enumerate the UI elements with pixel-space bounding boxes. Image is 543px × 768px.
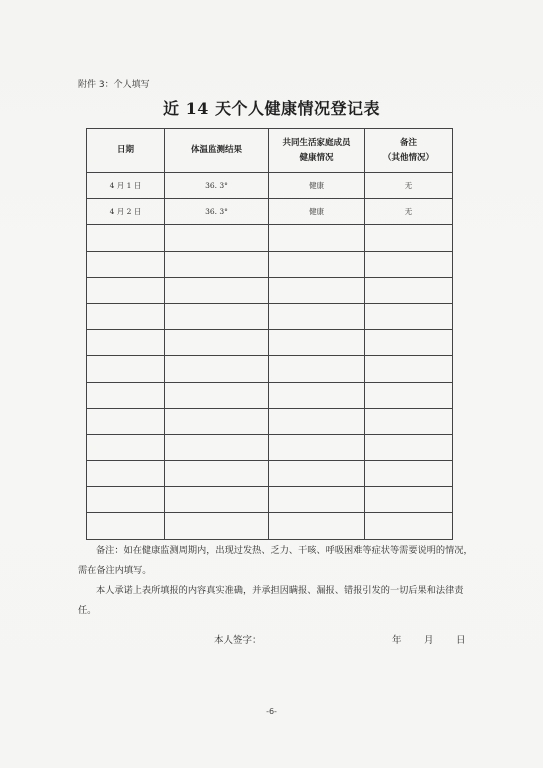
cell-remarks: 无	[365, 199, 453, 225]
page-number: -6-	[266, 707, 277, 716]
cell-remarks	[365, 434, 453, 460]
page-title: 近 14 天个人健康情况登记表	[163, 99, 380, 118]
cell-household	[269, 408, 365, 434]
cell-remarks	[365, 513, 453, 539]
cell-household	[269, 487, 365, 513]
header-household-line1: 共同生活家庭成员	[282, 137, 351, 148]
signature-month: 月	[424, 635, 434, 646]
cell-date	[87, 382, 165, 408]
cell-date	[87, 487, 165, 513]
cell-household	[269, 382, 365, 408]
table-row-empty	[87, 277, 453, 303]
cell-date	[87, 408, 165, 434]
header-remarks-line2: （其他情况）	[382, 152, 434, 163]
table-row-empty	[87, 513, 453, 539]
cell-household	[269, 356, 365, 382]
cell-date	[87, 277, 165, 303]
table-row-empty	[87, 303, 453, 329]
cell-remarks	[365, 461, 453, 487]
cell-date	[87, 434, 165, 460]
cell-remarks	[365, 487, 453, 513]
table-row-empty	[87, 225, 453, 251]
cell-remarks	[365, 356, 453, 382]
cell-household	[269, 251, 365, 277]
cell-temperature	[165, 382, 269, 408]
attachment-label: 附件 3：个人填写	[78, 80, 150, 90]
note-commitment: 本人承诺上表所填报的内容真实准确，并承担因瞒报、漏报、错报引发的一切后果和法律责任。	[78, 585, 464, 616]
notes-section	[78, 541, 478, 621]
cell-temperature	[165, 225, 269, 251]
note-symptoms: 备注：如在健康监测周期内，出现过发热、乏力、干咳、呼吸困难等症状等需要说明的情况，需在备注内填写。	[78, 545, 473, 576]
cell-date: 4 月 2 日	[87, 199, 165, 225]
cell-remarks	[365, 251, 453, 277]
table-row-empty	[87, 330, 453, 356]
table-row-empty	[87, 434, 453, 460]
cell-temperature	[165, 461, 269, 487]
cell-household	[269, 461, 365, 487]
cell-remarks	[365, 277, 453, 303]
header-date: 日期	[87, 129, 165, 173]
cell-remarks	[365, 225, 453, 251]
table-row	[87, 199, 453, 225]
cell-temperature	[165, 487, 269, 513]
header-temperature: 体温监测结果	[165, 129, 269, 173]
cell-temperature: 36. 3°	[165, 173, 269, 199]
cell-temperature	[165, 303, 269, 329]
cell-remarks: 无	[365, 173, 453, 199]
cell-date	[87, 251, 165, 277]
table-row-empty	[87, 487, 453, 513]
cell-temperature	[165, 277, 269, 303]
cell-temperature: 36. 3°	[165, 199, 269, 225]
cell-date	[87, 356, 165, 382]
cell-temperature	[165, 434, 269, 460]
cell-household	[269, 434, 365, 460]
header-household-health	[269, 129, 365, 173]
cell-household: 健康	[269, 173, 365, 199]
cell-date	[87, 225, 165, 251]
cell-remarks	[365, 303, 453, 329]
table-header-row	[87, 129, 453, 173]
signature-year: 年	[392, 635, 402, 646]
cell-household	[269, 225, 365, 251]
cell-temperature	[165, 251, 269, 277]
cell-date	[87, 303, 165, 329]
cell-remarks	[365, 330, 453, 356]
header-household-line2: 健康情况	[299, 152, 334, 163]
cell-household	[269, 277, 365, 303]
header-remarks	[365, 129, 453, 173]
cell-date	[87, 461, 165, 487]
cell-remarks	[365, 382, 453, 408]
signature-label: 本人签字：	[214, 635, 262, 646]
cell-household	[269, 513, 365, 539]
header-remarks-line1: 备注	[399, 137, 417, 148]
cell-date	[87, 330, 165, 356]
table-row-empty	[87, 461, 453, 487]
signature-day: 日	[456, 635, 466, 646]
health-register-table	[86, 128, 453, 540]
cell-household	[269, 330, 365, 356]
table-row	[87, 173, 453, 199]
cell-temperature	[165, 330, 269, 356]
cell-temperature	[165, 513, 269, 539]
cell-date	[87, 513, 165, 539]
cell-temperature	[165, 356, 269, 382]
cell-remarks	[365, 408, 453, 434]
cell-household: 健康	[269, 199, 365, 225]
table-row-empty	[87, 356, 453, 382]
table-row-empty	[87, 251, 453, 277]
cell-temperature	[165, 408, 269, 434]
cell-date: 4 月 1 日	[87, 173, 165, 199]
table-row-empty	[87, 408, 453, 434]
table-row-empty	[87, 382, 453, 408]
cell-household	[269, 303, 365, 329]
